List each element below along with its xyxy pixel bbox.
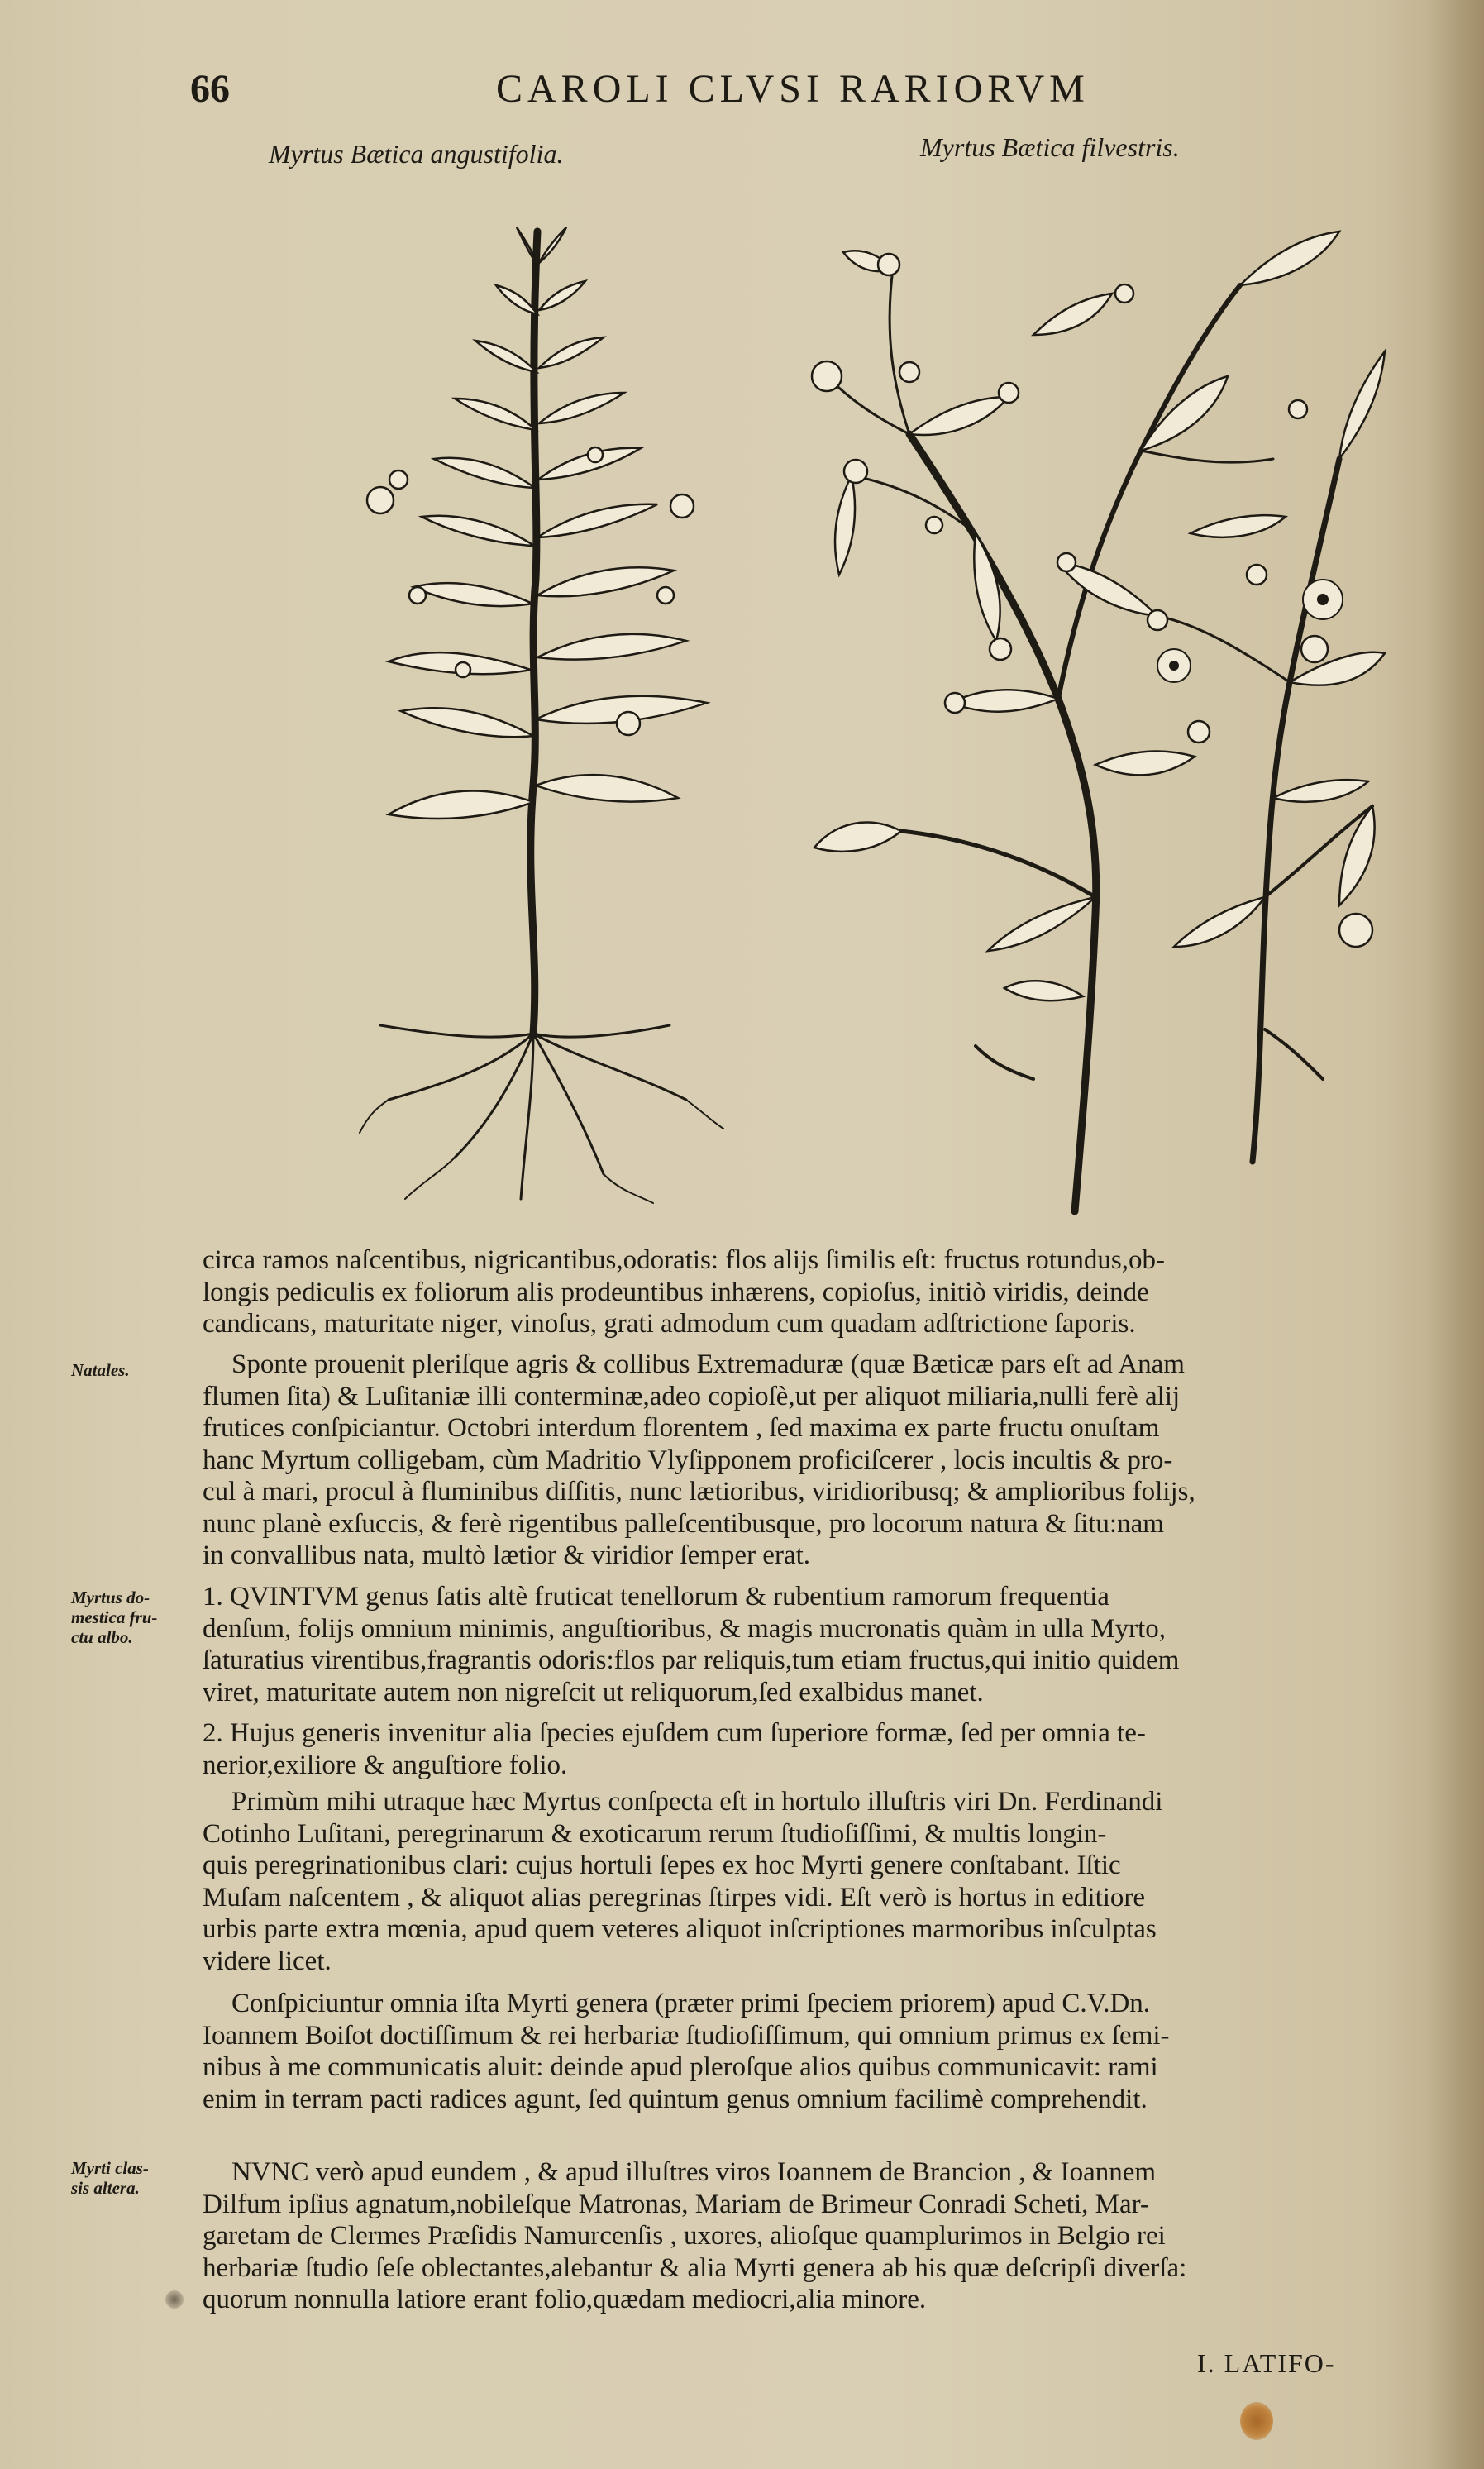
text-line: Sponte prouenit pleriſque agris & collibus Extremaduræ (quæ Bæticæ pars eſt ad Anam [231, 1349, 1185, 1379]
text-line: nunc planè exſuccis, & ferè rigentibus palleſcentibusque, pro locorum natura & ſitu:nam [203, 1508, 1164, 1539]
text-line: quis peregrinationibus clari: cujus hortuli ſepes ex hoc Myrti genere conſtabant. Iſtic [203, 1851, 1121, 1880]
text-line: Conſpiciuntur omnia iſta Myrti genera (præter primi ſpeciem priorem) apud C.V.Dn. [231, 1989, 1151, 2018]
page-number: 66 [190, 67, 230, 111]
text-line: 1. QVINTVM genus ſatis altè fruticat tenellorum & rubentium ramorum frequentia [203, 1582, 1109, 1612]
paragraph-nunc [203, 2156, 1385, 2316]
text-line: quorum nonnulla latiore erant folio,quædam mediocri,alia minore. [203, 2285, 927, 2314]
left-plate-caption: Myrtus Bætica angustifolia. [269, 139, 564, 169]
narrow-leaf-myrtle-woodcut [355, 207, 728, 1232]
text-line: Cotinho Luſitani, peregrinarum & exoticarum rerum ſtudioſiſſimi, & multis longin- [203, 1818, 1107, 1849]
wild-myrtle-woodcut [810, 186, 1389, 1228]
text-line: Primùm mihi utraque hæc Myrtus conſpecta eſt in hortulo illuſtris viri Dn. Ferdinandi [231, 1787, 1163, 1817]
text-line: candicans, maturitate niger, vinoſus, grati admodum cum quadam adſtrictione ſaporis. [203, 1309, 1136, 1339]
margin-note-natales [71, 1360, 195, 1380]
text-line: garetam de Clermes Præſidis Namurcenſis , uxores, alioſque quamplurimos in Belgio rei [203, 2221, 1166, 2251]
text-line: nibus à me communicatis aluit: deinde apud pleroſque alios quibus communicavit: rami [203, 2052, 1158, 2082]
text-line: denſum, folijs omnium minimis, anguſtioribus, & magis mucronatis quàm in ulla Myrto, [203, 1613, 1167, 1644]
text-line: Dilfum ipſius agnatum,nobileſque Matronas, Mariam de Brimeur Conradi Scheti, Mar- [203, 2189, 1149, 2219]
paragraph-habitat [203, 1349, 1385, 1572]
text-line: nerior,exiliore & anguſtiore folio. [203, 1750, 568, 1780]
text-line: NVNC verò apud eundem , & apud illuſtres viros Ioannem de Brancion , & Ioannem [231, 2157, 1157, 2187]
margin-note-line: sis altera. [71, 2178, 140, 2198]
text-line: frutices conſpiciantur. Octobri interdum florentem , ſed maxima ex parte fructu onuſtam [203, 1413, 1160, 1443]
running-title: CAROLI CLVSI RARIORVM [496, 67, 1090, 111]
text-line: hanc Myrtum colligebam, cùm Madritio Vlyſipponem proficiſcerer , locis incultis & pro- [203, 1445, 1173, 1475]
text-line: enim in terram pacti radices agunt, ſed quintum genus omnium facilimè comprehendit. [203, 2084, 1148, 2114]
paragraph-boisot [203, 1988, 1385, 2115]
text-line: longis pediculis ex foliorum alis prodeuntibus inhærens, copioſus, initiò viridis, deinde [203, 1277, 1149, 1307]
margin-note-line: Natales. [71, 1360, 130, 1380]
margin-note-line: mestica fru- [71, 1607, 158, 1627]
text-line: circa ramos naſcentibus, nigricantibus,odoratis: flos alijs ſimilis eſt: fructus rotundus,ob- [203, 1245, 1165, 1275]
text-line: videre licet. [203, 1946, 332, 1976]
page-gutter-shadow [1426, 0, 1484, 2469]
text-line: viret, maturitate autem non nigreſcit ut reliquorum,ſed exalbidus manet. [203, 1677, 984, 1707]
text-line: in convallibus nata, multò lætior & viridior ſemper erat. [203, 1540, 811, 1570]
text-line: urbis parte extra mœnia, apud quem veteres aliquot inſcriptiones marmoribus inſculptas [203, 1914, 1157, 1944]
paper-stain [1240, 2402, 1273, 2440]
margin-note-line: ctu albo. [71, 1627, 133, 1647]
page-header [190, 66, 1389, 124]
margin-note-line: Myrti clas- [71, 2158, 149, 2178]
text-line: Ioannem Boiſot doctiſſimum & rei herbariæ ſtudioſiſſimum, qui omnium primus ex ſemi- [203, 2020, 1170, 2051]
catchword: I. LATIFO- [1197, 2348, 1336, 2378]
text-line: cul à mari, procul à fluminibus diſſitis, nunc lætioribus, viridioribusq; & amplioribus folijs, [203, 1477, 1195, 1507]
paragraph-quintum [203, 1581, 1385, 1708]
text-line: flumen ſita) & Luſitaniæ illi conterminæ,adeo copioſè,ut per aliquot miliaria,nulli ferè alij [203, 1381, 1181, 1411]
text-line: Muſam naſcentem , & aliquot alias peregrinas ſtirpes vidi. Eſt verò is hortus in editiore [203, 1882, 1146, 1913]
paragraph-description [203, 1244, 1385, 1340]
paragraph-second-species [203, 1717, 1385, 1781]
margin-note-line: Myrtus do- [71, 1588, 150, 1607]
paragraph-cotinho-garden [203, 1786, 1385, 1977]
ink-speck [165, 2290, 184, 2309]
margin-note-domestica [71, 1588, 195, 1647]
text-line: 2. Hujus generis invenitur alia ſpecies ejuſdem cum ſuperiore formæ, ſed per omnia te- [203, 1718, 1146, 1748]
right-plate-caption: Myrtus Bætica filvestris. [920, 132, 1180, 162]
text-line: ſaturatius virentibus,fragrantis odoris:flos par reliquis,tum etiam fructus,qui initio quidem [203, 1645, 1180, 1675]
margin-note-classis [71, 2158, 195, 2198]
text-line: herbariæ ſtudio ſeſe oblectantes,alebantur & alia Myrti genera ab his quæ deſcripſi diverſa: [203, 2252, 1187, 2283]
